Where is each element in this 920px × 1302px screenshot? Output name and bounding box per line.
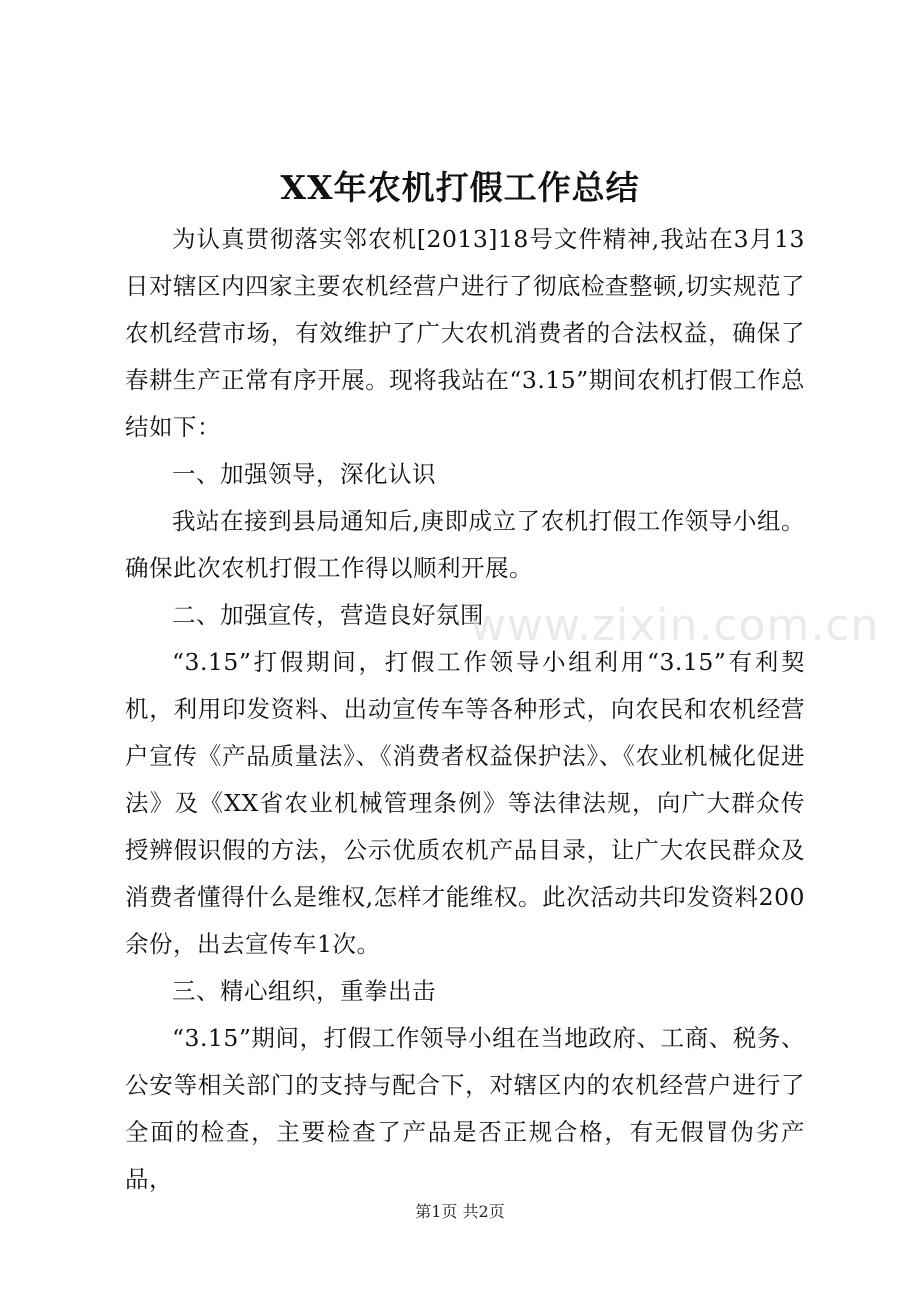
paragraph-section-1: 我站在接到县局通知后,庚即成立了农机打假工作领导小组。确保此次农机打假工作得以顺利开展。 <box>125 507 805 582</box>
section-heading-1: 一、加强领导，深化认识 <box>172 460 436 488</box>
section-heading-2: 二、加强宣传，营造良好氛围 <box>172 601 484 629</box>
watermark: www.zixin.com.cn <box>470 600 880 651</box>
paragraph-intro: 为认真贯彻落实邻农机[2013]18号文件精神,我站在3月13日对辖区内四家主要农机经营户进行了彻底检查整顿,切实规范了农机经营市场，有效维护了广大农机消费者的合法权益，确保了春耕生产正常有序开展。现将我站在“3.15”期间农机打假工作总结如下： <box>125 225 805 441</box>
section-heading-3: 三、精心组织，重拳出击 <box>172 977 436 1005</box>
page-footer: 第1页 共2页 <box>415 1202 505 1221</box>
paragraph-section-3: “3.15”期间，打假工作领导小组在当地政府、工商、税务、公安等相关部门的支持与配合下，对辖区内的农机经营户进行了全面的检查，主要检查了产品是否正规合格，有无假冒伪劣产品， <box>125 1024 805 1193</box>
document-body <box>125 216 805 1203</box>
paragraph-section-2: “3.15”打假期间，打假工作领导小组利用“3.15”有利契机，利用印发资料、出动宣传车等各种形式，向农民和农机经营户宣传《产品质量法》、《消费者权益保护法》、《农业机械化促进法》及《XX省农业机械管理条例》等法律法规，向广大群众传授辨假识假的方法，公示优质农机产品目录，让广大农民群众及消费者懂得什么是维权,怎样才能维权。此次活动共印发资料200余份，出去宣传车1次。 <box>125 648 805 958</box>
document-title: XX年农机打假工作总结 <box>280 168 640 207</box>
